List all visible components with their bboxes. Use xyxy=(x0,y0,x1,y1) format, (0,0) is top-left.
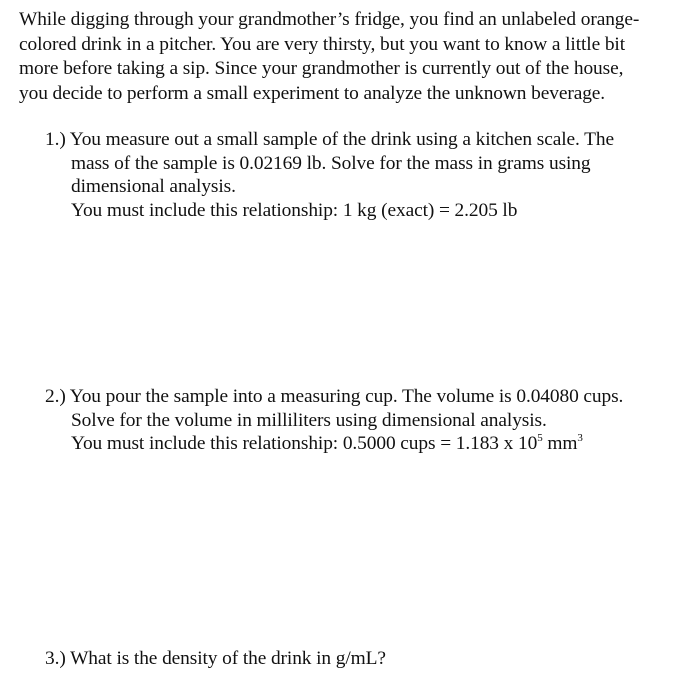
intro-line: more before taking a sip. Since your grandmother is currently out of the house, xyxy=(19,58,624,79)
question-text: You pour the sample into a measuring cup. The volume is 0.04080 cups. xyxy=(69,386,624,407)
intro-line: While digging through your grandmother’s fridge, you find an unlabeled orange- xyxy=(19,9,640,30)
question-3 xyxy=(45,647,386,671)
question-number: 2.) xyxy=(45,386,66,407)
question-1 xyxy=(45,128,614,222)
question-2-first-line xyxy=(45,385,623,409)
question-text: mass of the sample is 0.02169 lb. Solve for the mass in grams using xyxy=(71,152,591,174)
question-relationship xyxy=(45,432,623,456)
relationship-unit: mm xyxy=(542,433,578,454)
intro-line: colored drink in a pitcher. You are very thirsty, but you want to know a little bit xyxy=(19,33,625,55)
question-3-first-line xyxy=(45,647,386,671)
unit-exponent: 3 xyxy=(577,431,583,444)
question-2 xyxy=(45,385,623,456)
question-text: You measure out a small sample of the drink using a kitchen scale. The xyxy=(69,129,614,150)
intro-paragraph xyxy=(19,8,689,106)
power-of-ten-exponent: 5 xyxy=(537,431,543,444)
relationship-text: You must include this relationship: 0.5000 cups = 1.183 x 10 xyxy=(71,433,538,454)
intro-line: you decide to perform a small experiment to analyze the unknown beverage. xyxy=(19,82,606,104)
question-number: 1.) xyxy=(45,129,66,150)
question-number: 3.) xyxy=(45,648,66,669)
question-relationship: You must include this relationship: 1 kg (exact) = 2.205 lb xyxy=(71,199,518,221)
question-text: dimensional analysis. xyxy=(71,176,236,197)
question-text: Solve for the volume in milliliters using dimensional analysis. xyxy=(71,409,547,431)
question-text: What is the density of the drink in g/mL? xyxy=(70,648,386,669)
question-1-first-line xyxy=(45,128,614,152)
